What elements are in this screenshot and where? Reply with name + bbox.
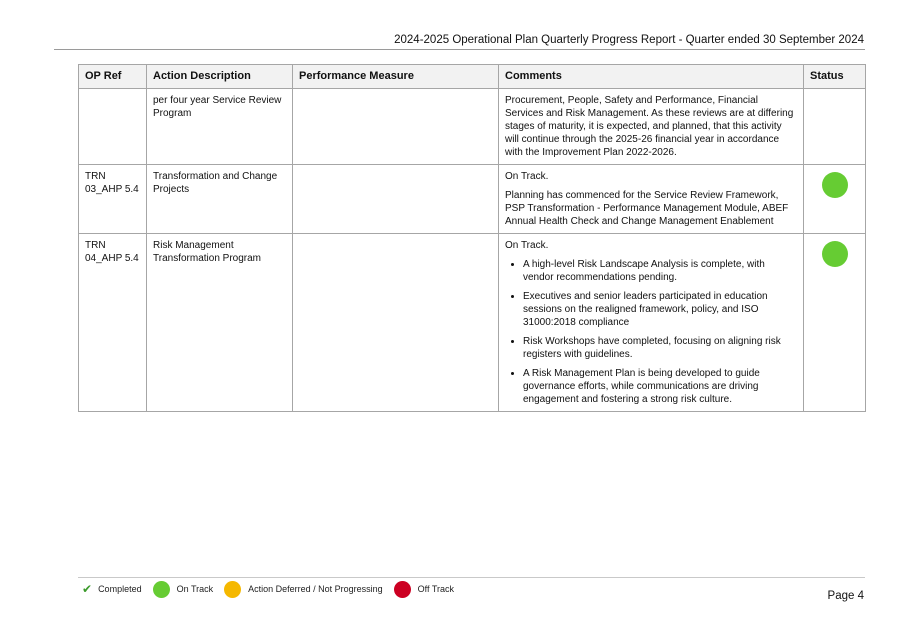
comment-paragraph: Planning has commenced for the Service Review Framework, PSP Transformation - Performance Management Module, ABEF Annual Health Check and Change Management Enablement [505, 190, 789, 227]
status-cell [804, 234, 866, 412]
comment-status-text: On Track. [505, 171, 549, 182]
op-ref-cell: TRN 03_AHP 5.4 [79, 165, 147, 234]
header-divider [54, 49, 865, 50]
column-header-performance-measure: Performance Measure [293, 65, 499, 89]
status-cell [804, 89, 866, 165]
table-row [79, 89, 866, 165]
report-title: 2024-2025 Operational Plan Quarterly Progress Report - Quarter ended 30 September 2024 [394, 34, 864, 46]
comments-cell [499, 165, 804, 234]
performance-measure-cell [293, 165, 499, 234]
column-header-comments: Comments [499, 65, 804, 89]
on-track-status-icon [822, 172, 848, 198]
table-row [79, 165, 866, 234]
column-header-op-ref: OP Ref [79, 65, 147, 89]
legend-item-on-track [153, 581, 214, 598]
on-track-status-icon [822, 241, 848, 267]
status-cell [804, 165, 866, 234]
comments-cell [499, 234, 804, 412]
comment-bullet: • A high-level Risk Landscape Analysis is complete, with vendor recommendations pending. [523, 258, 797, 284]
column-header-status: Status [804, 65, 866, 89]
op-ref-cell: TRN 04_AHP 5.4 [79, 234, 147, 412]
footer-divider [78, 577, 865, 578]
page-number: Page 4 [827, 590, 864, 602]
comments-cell [499, 89, 804, 165]
legend-item-completed [82, 582, 142, 596]
legend-item-off-track [394, 581, 454, 598]
column-header-action-description: Action Description [147, 65, 293, 89]
legend-label: Completed [98, 584, 142, 594]
amber-circle-icon [224, 581, 241, 598]
checkmark-icon: ✔ [82, 582, 93, 596]
action-description-cell: Risk Management Transformation Program [147, 234, 293, 412]
green-circle-icon [153, 581, 170, 598]
comment-paragraph: Procurement, People, Safety and Performance, Financial Services and Risk Management. As these reviews are at differing stages of maturity, it is expected, and planned, that this activity will continue through the 2025-26 financial year in accordance with the Improvement Plan 2022-2026. [505, 95, 794, 158]
performance-measure-cell [293, 234, 499, 412]
legend-item-deferred [224, 581, 383, 598]
legend-label: Off Track [417, 584, 455, 594]
comment-bullet: • A Risk Management Plan is being developed to guide governance efforts, while communications are driving engagement and fostering a strong risk culture. [523, 367, 797, 406]
op-ref-cell [79, 89, 147, 165]
red-circle-icon [394, 581, 411, 598]
status-legend [82, 579, 465, 599]
comment-status-text: On Track. [505, 240, 549, 251]
legend-label: Action Deferred / Not Progressing [248, 584, 383, 594]
comment-bullet: • Executives and senior leaders participated in education sessions on the realigned framework, policy, and ISO 31000:2018 compliance [523, 290, 797, 329]
comment-bullet: • Risk Workshops have completed, focusing on aligning risk registers with guidelines. [523, 335, 797, 361]
action-description-cell: per four year Service Review Program [147, 89, 293, 165]
table-header-row [79, 65, 866, 89]
comment-bullet-list [505, 258, 797, 406]
performance-measure-cell [293, 89, 499, 165]
action-description-cell: Transformation and Change Projects [147, 165, 293, 234]
legend-label: On Track [176, 584, 214, 594]
operational-plan-table [78, 64, 866, 412]
table-row [79, 234, 866, 412]
